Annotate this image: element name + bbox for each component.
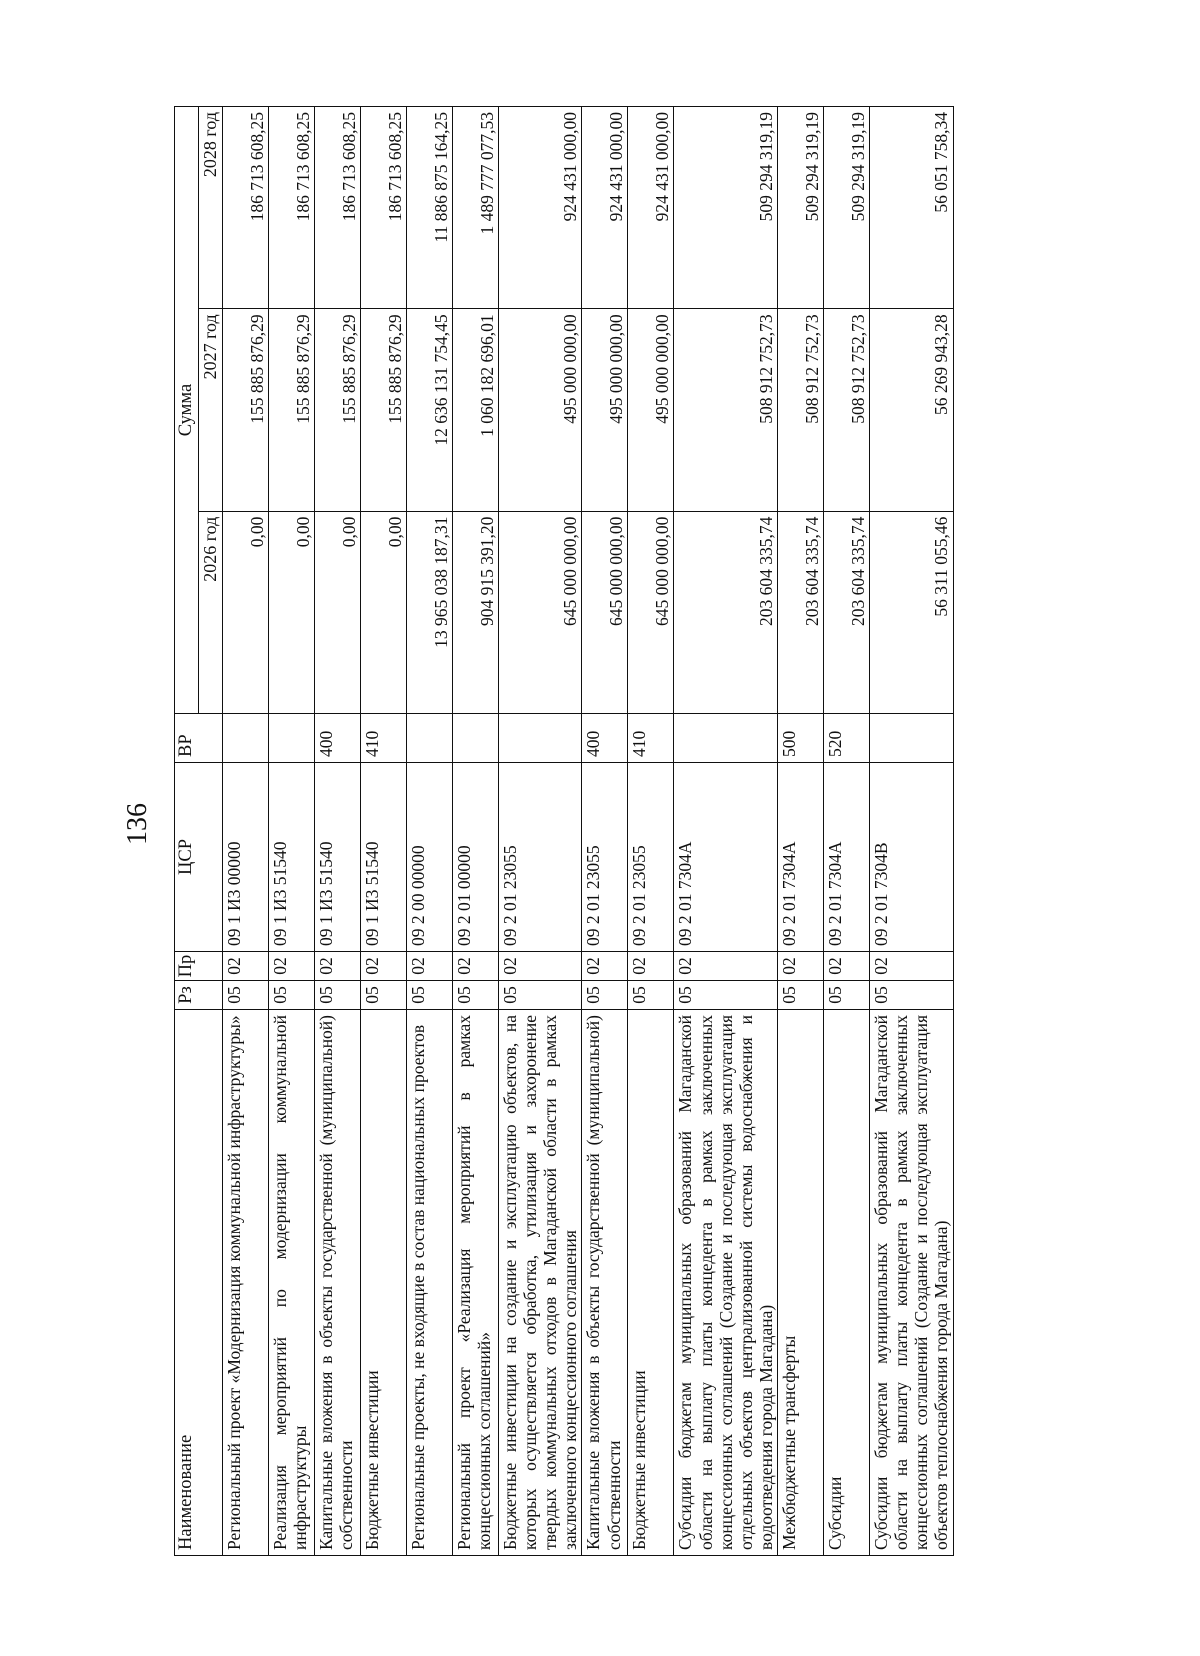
cell-pr: 02 (406, 952, 452, 981)
cell-rz: 05 (406, 981, 452, 1010)
table-row (498, 107, 582, 1556)
cell-2027: 508 912 752,73 (824, 309, 870, 511)
cell-2027: 155 885 876,29 (314, 309, 360, 511)
cell-2028: 11 886 875 164,25 (406, 107, 452, 309)
table-row (314, 107, 360, 1556)
cell-2026: 13 965 038 187,31 (406, 511, 452, 713)
cell-name: Субсидии бюджетам муниципальных образований Магаданской области на выплату платы концедента в рамках заключенных концессионных соглашений (Создание и последующая эксплуатация объектов теплоснабжения города Магадана) (870, 1010, 954, 1556)
cell-vr (406, 714, 452, 763)
cell-csr: 09 2 01 7304А (674, 763, 778, 952)
cell-2026: 0,00 (360, 511, 406, 713)
cell-2027: 495 000 000,00 (498, 309, 582, 511)
cell-vr (870, 714, 954, 763)
header-vr: ВР (175, 714, 223, 763)
cell-rz: 05 (824, 981, 870, 1010)
cell-csr: 09 1 И3 51540 (314, 763, 360, 952)
rotated-table-container (174, 106, 1154, 1556)
cell-csr: 09 2 01 7304В (870, 763, 954, 952)
cell-rz: 05 (674, 981, 778, 1010)
cell-2028: 509 294 319,19 (824, 107, 870, 309)
cell-2027: 155 885 876,29 (222, 309, 268, 511)
cell-name: Капитальные вложения в объекты государственной (муниципальной) собственности (582, 1010, 628, 1556)
cell-2027: 495 000 000,00 (628, 309, 674, 511)
cell-pr: 02 (870, 952, 954, 981)
cell-vr (452, 714, 498, 763)
header-2028: 2028 год (199, 107, 223, 309)
budget-table (174, 106, 954, 1556)
cell-vr (222, 714, 268, 763)
cell-csr: 09 1 И3 00000 (222, 763, 268, 952)
cell-vr: 500 (778, 714, 824, 763)
cell-2027: 155 885 876,29 (268, 309, 314, 511)
cell-vr (674, 714, 778, 763)
cell-rz: 05 (268, 981, 314, 1010)
cell-2026: 645 000 000,00 (498, 511, 582, 713)
cell-rz: 05 (222, 981, 268, 1010)
cell-2026: 645 000 000,00 (582, 511, 628, 713)
cell-2027: 155 885 876,29 (360, 309, 406, 511)
cell-name: Субсидии бюджетам муниципальных образований Магаданской области на выплату платы концедента в рамках заключенных концессионных соглашений (Создание и последующая эксплуатация отдельных объектов централизованной системы водоснабжения и водоотведения города Магадана) (674, 1010, 778, 1556)
table-row (406, 107, 452, 1556)
cell-rz: 05 (870, 981, 954, 1010)
cell-2028: 924 431 000,00 (498, 107, 582, 309)
cell-2028: 924 431 000,00 (582, 107, 628, 309)
header-2027: 2027 год (199, 309, 223, 511)
cell-2026: 203 604 335,74 (674, 511, 778, 713)
table-row (778, 107, 824, 1556)
cell-name: Межбюджетные трансферты (778, 1010, 824, 1556)
page-number: 136 (122, 803, 153, 845)
cell-pr: 02 (628, 952, 674, 981)
cell-2026: 56 311 055,46 (870, 511, 954, 713)
table-row (674, 107, 778, 1556)
cell-rz: 05 (314, 981, 360, 1010)
cell-2027: 56 269 943,28 (870, 309, 954, 511)
table-row (222, 107, 268, 1556)
cell-vr: 410 (360, 714, 406, 763)
cell-2026: 645 000 000,00 (628, 511, 674, 713)
cell-2028: 56 051 758,34 (870, 107, 954, 309)
cell-2028: 509 294 319,19 (778, 107, 824, 309)
cell-vr: 400 (582, 714, 628, 763)
cell-2027: 495 000 000,00 (582, 309, 628, 511)
cell-2026: 203 604 335,74 (778, 511, 824, 713)
cell-pr: 02 (674, 952, 778, 981)
cell-2028: 186 713 608,25 (268, 107, 314, 309)
cell-2026: 904 915 391,20 (452, 511, 498, 713)
cell-name: Бюджетные инвестиции (360, 1010, 406, 1556)
cell-2027: 1 060 182 696,01 (452, 309, 498, 511)
header-rz: Рз (175, 981, 223, 1010)
cell-name: Региональный проект «Реализация мероприятий в рамках концессионных соглашений» (452, 1010, 498, 1556)
cell-2026: 0,00 (314, 511, 360, 713)
cell-vr: 520 (824, 714, 870, 763)
cell-name: Субсидии (824, 1010, 870, 1556)
cell-2028: 186 713 608,25 (222, 107, 268, 309)
cell-2027: 12 636 131 754,45 (406, 309, 452, 511)
cell-csr: 09 2 01 23055 (498, 763, 582, 952)
cell-rz: 05 (582, 981, 628, 1010)
table-body (222, 107, 953, 1556)
cell-pr: 02 (222, 952, 268, 981)
cell-rz: 05 (628, 981, 674, 1010)
cell-2027: 508 912 752,73 (674, 309, 778, 511)
cell-name: Реализация мероприятий по модернизации коммунальной инфраструктуры (268, 1010, 314, 1556)
cell-pr: 02 (824, 952, 870, 981)
cell-csr: 09 1 И3 51540 (268, 763, 314, 952)
cell-vr (268, 714, 314, 763)
table-header (175, 107, 223, 1556)
cell-csr: 09 2 01 7304А (778, 763, 824, 952)
cell-rz: 05 (360, 981, 406, 1010)
cell-csr: 09 2 01 23055 (582, 763, 628, 952)
header-name: Наименование (175, 1010, 223, 1556)
header-2026: 2026 год (199, 511, 223, 713)
table-row (452, 107, 498, 1556)
cell-csr: 09 2 01 7304А (824, 763, 870, 952)
cell-2028: 924 431 000,00 (628, 107, 674, 309)
table-row (360, 107, 406, 1556)
cell-rz: 05 (498, 981, 582, 1010)
cell-2026: 0,00 (268, 511, 314, 713)
cell-2028: 1 489 777 077,53 (452, 107, 498, 309)
cell-2026: 0,00 (222, 511, 268, 713)
cell-2027: 508 912 752,73 (778, 309, 824, 511)
cell-csr: 09 2 00 00000 (406, 763, 452, 952)
cell-rz: 05 (778, 981, 824, 1010)
cell-pr: 02 (268, 952, 314, 981)
cell-csr: 09 1 И3 51540 (360, 763, 406, 952)
cell-pr: 02 (498, 952, 582, 981)
cell-pr: 02 (360, 952, 406, 981)
cell-vr (498, 714, 582, 763)
cell-2028: 186 713 608,25 (360, 107, 406, 309)
cell-vr: 410 (628, 714, 674, 763)
table-row (870, 107, 954, 1556)
table-row (582, 107, 628, 1556)
header-sum: Сумма (175, 107, 199, 714)
cell-rz: 05 (452, 981, 498, 1010)
table-row (268, 107, 314, 1556)
cell-vr: 400 (314, 714, 360, 763)
cell-name: Региональные проекты, не входящие в состав национальных проектов (406, 1010, 452, 1556)
cell-name: Капитальные вложения в объекты государственной (муниципальной) собственности (314, 1010, 360, 1556)
cell-pr: 02 (452, 952, 498, 981)
cell-2026: 203 604 335,74 (824, 511, 870, 713)
cell-csr: 09 2 01 00000 (452, 763, 498, 952)
table-row (628, 107, 674, 1556)
cell-name: Бюджетные инвестиции на создание и эксплуатацию объектов, на которых осуществляется обработка, утилизация и захоронение твердых коммунальных отходов в Магаданской области в рамках заключенного концессионного соглашения (498, 1010, 582, 1556)
cell-name: Бюджетные инвестиции (628, 1010, 674, 1556)
cell-name: Региональный проект «Модернизация коммунальной инфраструктуры» (222, 1010, 268, 1556)
cell-csr: 09 2 01 23055 (628, 763, 674, 952)
cell-pr: 02 (582, 952, 628, 981)
cell-2028: 509 294 319,19 (674, 107, 778, 309)
cell-2028: 186 713 608,25 (314, 107, 360, 309)
header-pr: Пр (175, 952, 223, 981)
header-csr: ЦСР (175, 763, 223, 952)
cell-pr: 02 (314, 952, 360, 981)
cell-pr: 02 (778, 952, 824, 981)
table-row (824, 107, 870, 1556)
